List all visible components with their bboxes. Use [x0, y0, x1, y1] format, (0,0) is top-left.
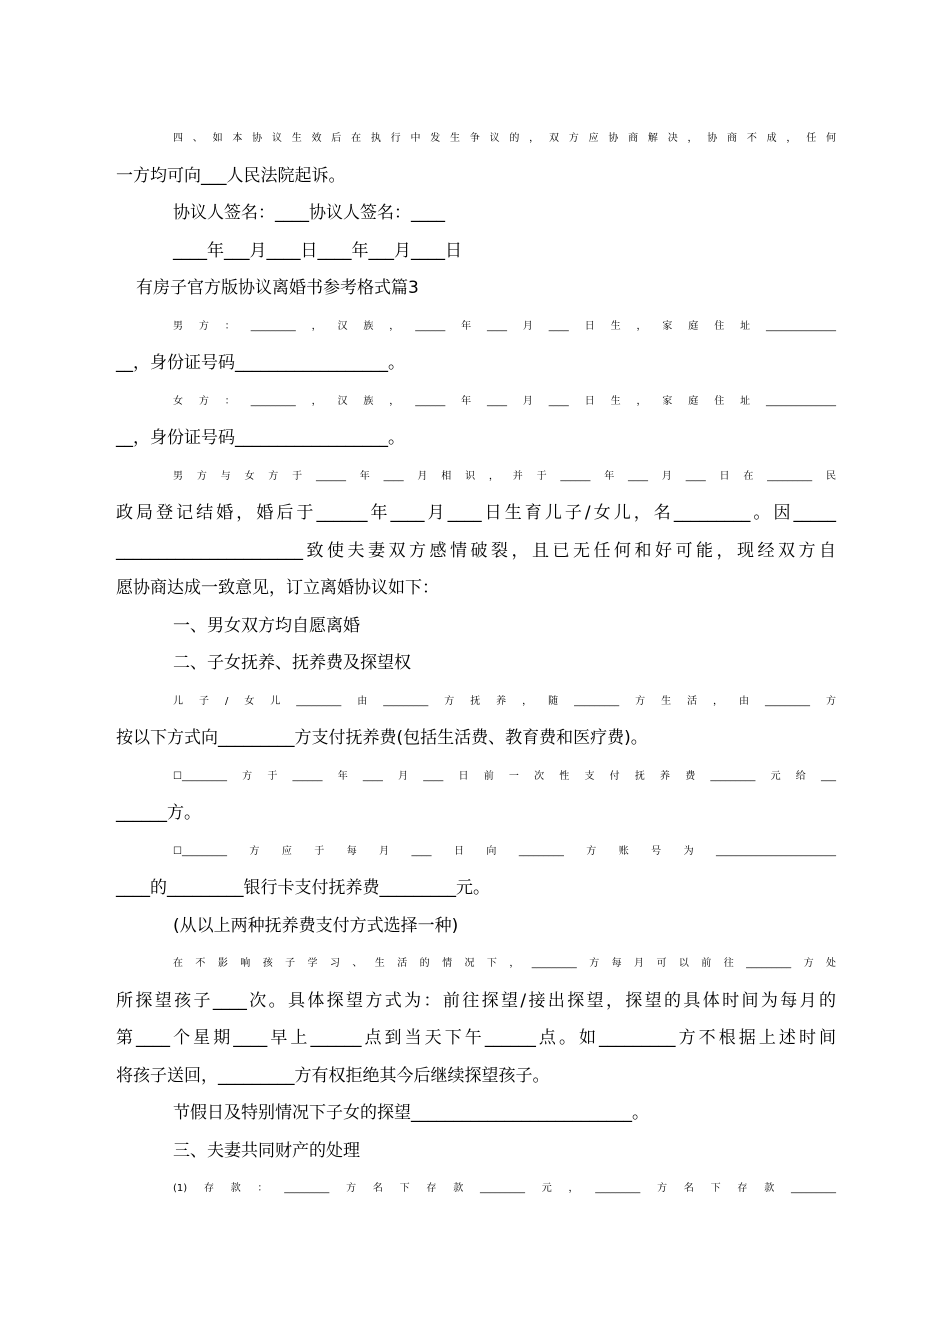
text-line: 男方与女方于______年____月相识，并于______年____月____日在_________民: [173, 470, 836, 482]
text-line: 愿协商达成一致意见，订立离婚协议如下：: [116, 578, 439, 598]
text-line: __，身份证号码__________________。: [116, 353, 405, 373]
paragraph-marriage-cont: [116, 570, 836, 608]
text-line: 女方：_________，汉族，______年____月____日生，家庭住址______________: [173, 395, 836, 407]
paragraph-option-1: [116, 758, 836, 796]
paragraph-option-2: [116, 833, 836, 871]
text-line: 一方均可向___人民法院起诉。: [116, 165, 346, 186]
text-line: 在不影响孩子学习、生活的情况下，_________方每月可以前往_________方处: [173, 958, 836, 969]
section-heading: 有房子官方版协议离婚书参考格式篇3: [136, 278, 419, 298]
text-line: 政局登记结婚，婚后于______年____月____日生育儿子/女儿，名_________。因_____: [116, 503, 836, 523]
paragraph-visitation: [116, 945, 836, 983]
paragraph-option-1-cont: [116, 795, 836, 833]
paragraph-option-2-cont: [116, 870, 836, 908]
text-line: 第____个星期____早上______点到当天下午______点。如_________方不根据上述时间: [116, 1028, 836, 1048]
paragraph-visitation-cont: [116, 1058, 836, 1096]
paragraph-visitation-cont: [116, 1020, 836, 1058]
text-line: 按以下方式向_________方支付抚养费(包括生活费、教育费和医疗费)。: [116, 728, 648, 748]
text-line: 所探望孩子____次。具体探望方式为：前往探望/接出探望，探望的具体时间为每月的: [116, 990, 836, 1011]
text-line: ____的_________银行卡支付抚养费_________元。: [116, 878, 490, 898]
clause-heading: 二、子女抚养、抚养费及探望权: [173, 653, 411, 673]
paragraph-dispute-cont: [116, 158, 836, 196]
paragraph-dispute: [116, 120, 836, 158]
text-line: 将孩子送回，_________方有权拒绝其今后继续探望孩子。: [116, 1065, 550, 1086]
holiday-line: 节假日及特别情况下子女的探望__________________________。: [173, 1103, 649, 1123]
text-line: 儿子/女儿_________由_________方抚养，随_________方生活，由_________方: [173, 695, 836, 707]
text-line: ☐_________方于______年____月____日前一次性支付抚养费_________元给___: [173, 770, 836, 782]
text-line: 男方：_________，汉族，______年____月____日生，家庭住址______________: [173, 320, 836, 332]
text-line: ☐_________方应于每月____日向_________方账号为________________________: [173, 845, 836, 857]
text-line: ______方。: [116, 803, 201, 823]
date-line: ____年___月____日____年___月____日: [173, 240, 462, 261]
paragraph-deposit: [116, 1170, 836, 1208]
text-line: (1)存款：_________方名下存款_________元，_________方名下存款_________: [173, 1183, 836, 1194]
signature-line: 协议人签名：____协议人签名：____: [173, 203, 445, 223]
paragraph-male: [116, 308, 836, 346]
clause-heading: 三、夫妻共同财产的处理: [173, 1140, 360, 1161]
paragraph-marriage: [116, 458, 836, 496]
paragraph-male-cont: [116, 345, 836, 383]
paragraph-female: [116, 383, 836, 421]
paragraph-female-cont: [116, 420, 836, 458]
paragraph-marriage-cont: [116, 533, 836, 571]
text-line: __，身份证号码__________________。: [116, 428, 405, 448]
paragraph-custody-cont: [116, 720, 836, 758]
text-line: ______________________致使夫妻双方感情破裂，且已无任何和好可能，现经双方自: [116, 540, 836, 561]
clause-heading: 一、男女双方均自愿离婚: [173, 615, 360, 636]
paragraph-visitation-cont: [116, 983, 836, 1021]
paragraph-custody: [116, 683, 836, 721]
note-line: (从以上两种抚养费支付方式选择一种): [173, 915, 459, 936]
paragraph-marriage-cont: [116, 495, 836, 533]
text-line: 四、如本协议生效后在执行中发生争议的，双方应协商解决，协商不成，任何: [173, 133, 836, 144]
